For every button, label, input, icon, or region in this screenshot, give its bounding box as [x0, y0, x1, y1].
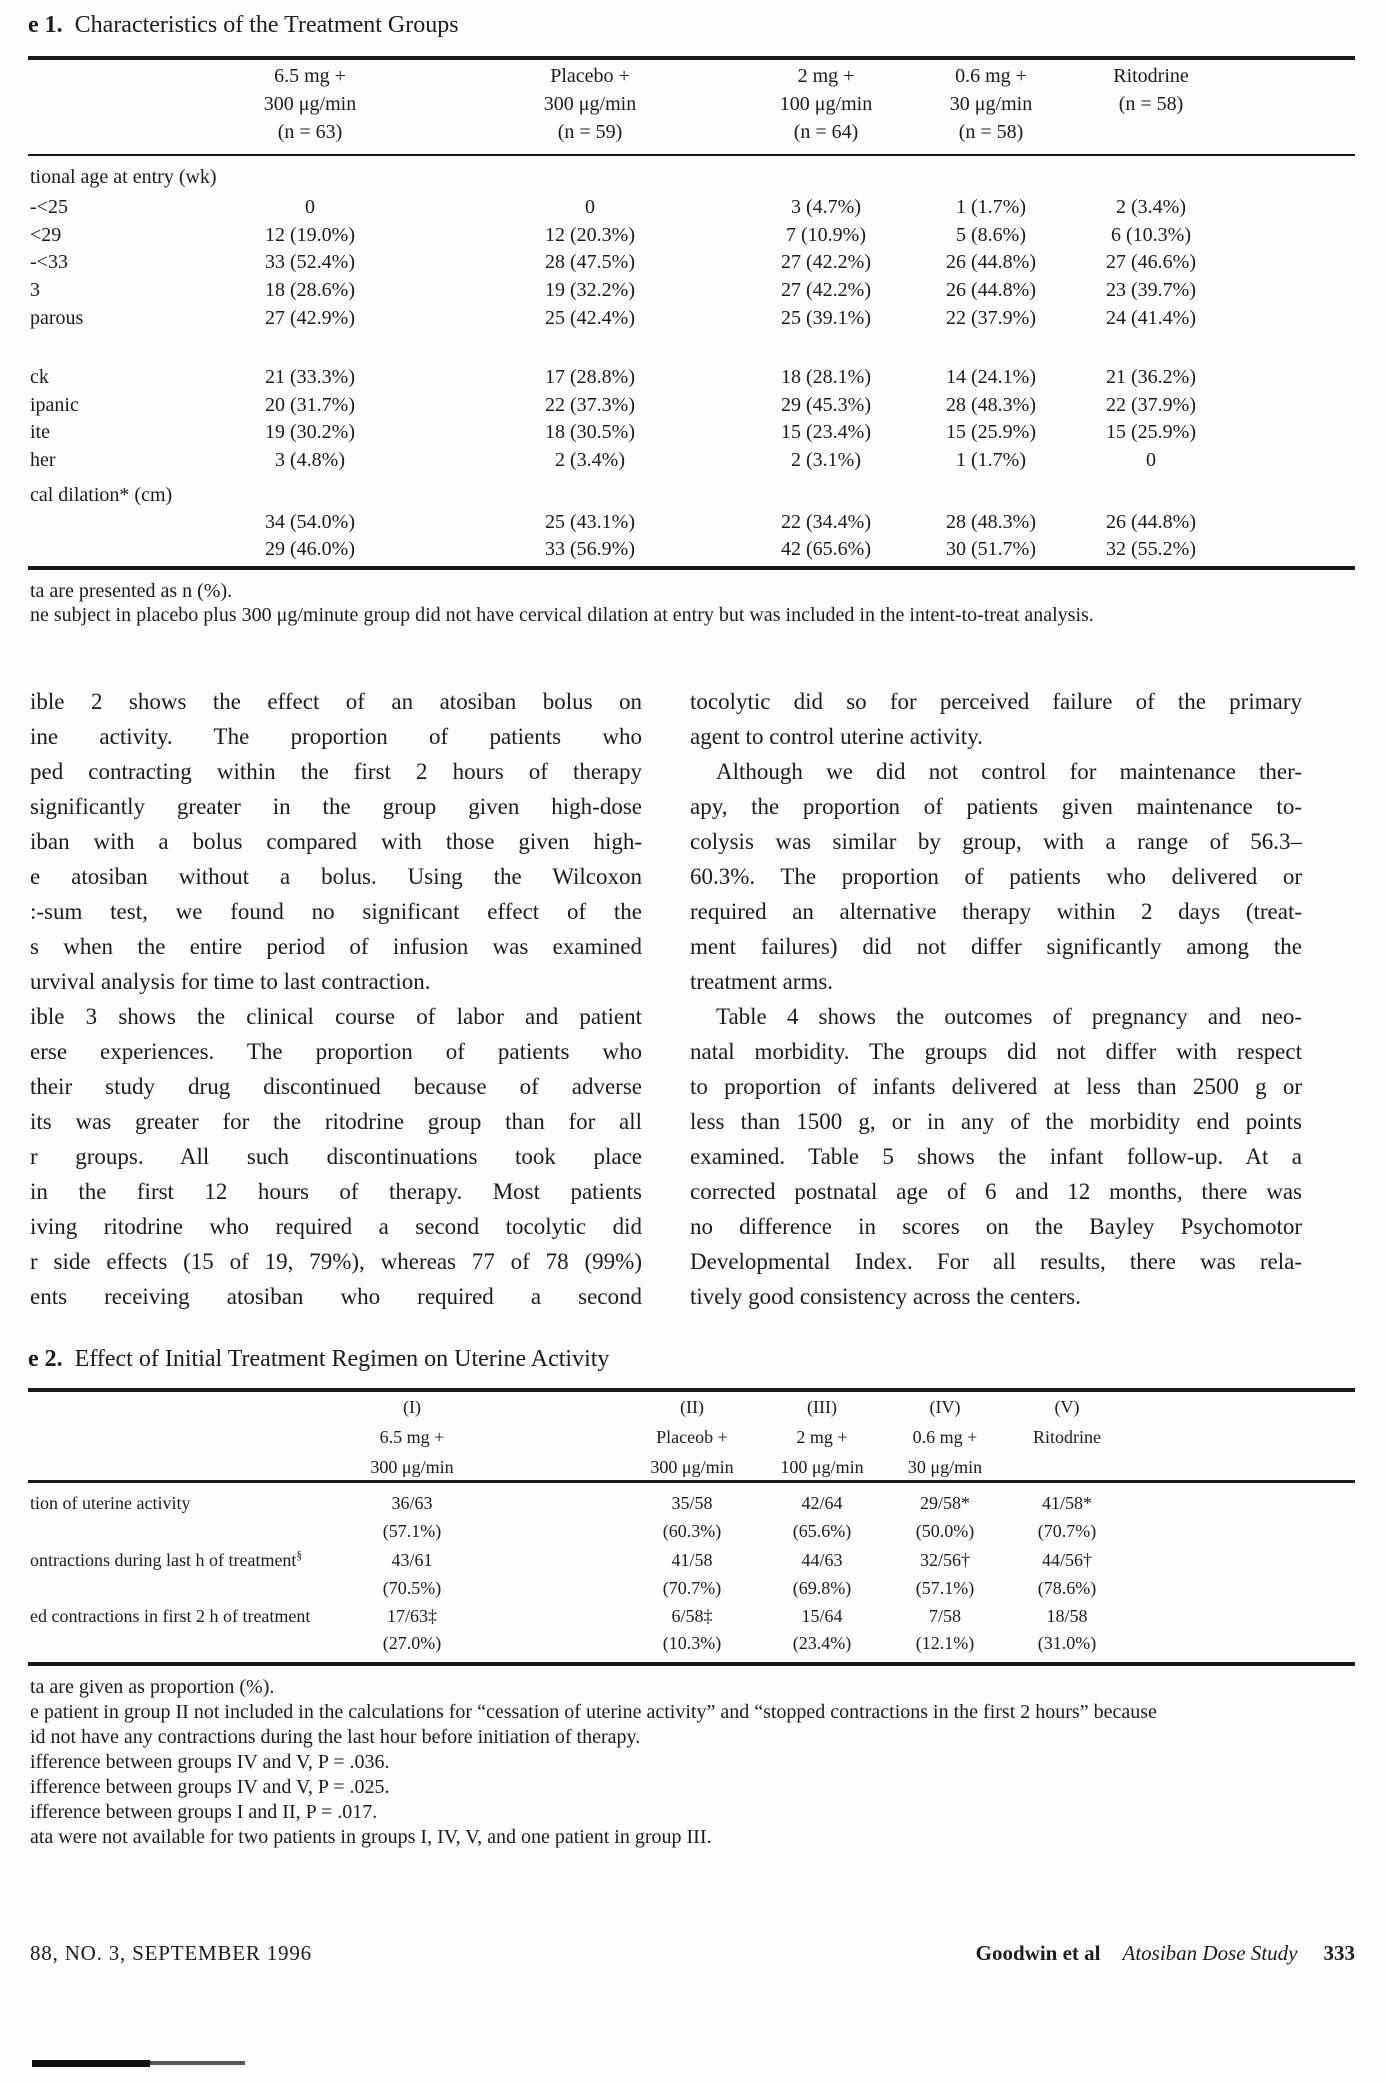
cell: 0	[585, 196, 595, 218]
cell: 21 (36.2%)	[1106, 366, 1196, 388]
row-label: <29	[30, 224, 62, 246]
text-line: ine activity. The proportion of patients who	[30, 724, 642, 749]
cell: 15 (25.9%)	[1106, 421, 1196, 443]
cell: 34 (54.0%)	[265, 511, 355, 533]
cell: 6/58‡	[671, 1606, 713, 1626]
header-line: 300 μg/min	[543, 93, 637, 115]
text-line: ible 3 shows the clinical course of labor and patient	[30, 1004, 642, 1029]
cell: 21 (33.3%)	[265, 366, 355, 388]
header-line: Ritodrine	[1113, 65, 1189, 87]
table1-top-rule	[28, 56, 1355, 60]
table2-footnote: ata were not available for two patients in groups I, IV, V, and one patient in group III.	[30, 1826, 712, 1848]
scan-artifact-bar	[32, 2060, 150, 2067]
cell: 32/56†	[919, 1550, 971, 1570]
cell: 2 (3.4%)	[1116, 196, 1186, 218]
cell: 26 (44.8%)	[1106, 511, 1196, 533]
header-line: 0.6 mg +	[912, 1427, 978, 1447]
cell: 19 (30.2%)	[265, 421, 355, 443]
journal-issue-text: 88, NO. 3, SEPTEMBER 1996	[30, 1941, 312, 1965]
row-label: parous	[30, 307, 84, 329]
cell: 26 (44.8%)	[946, 279, 1036, 301]
cell: 44/63	[801, 1550, 843, 1570]
cell: 20 (31.7%)	[265, 394, 355, 416]
header-line: 6.5 mg +	[274, 65, 346, 87]
cell: (10.3%)	[662, 1633, 722, 1653]
cell: 28 (48.3%)	[946, 511, 1036, 533]
cell: 27 (42.9%)	[265, 307, 355, 329]
header-line: (n = 58)	[958, 121, 1024, 143]
running-head	[976, 1941, 1355, 1966]
text-line: r groups. All such discontinuations took place	[30, 1144, 642, 1169]
text-line: iving ritodrine who required a second tocolytic did	[30, 1214, 642, 1239]
cell: 17 (28.8%)	[545, 366, 635, 388]
header-line: 300 μg/min	[650, 1457, 734, 1477]
header-line: (n = 64)	[793, 121, 859, 143]
cell: 18/58	[1046, 1606, 1088, 1626]
header-line: Ritodrine	[1033, 1427, 1101, 1447]
cell: 23 (39.7%)	[1106, 279, 1196, 301]
cell: 19 (32.2%)	[545, 279, 635, 301]
header-line: (IV)	[929, 1397, 961, 1417]
row-label: ite	[30, 421, 50, 443]
row-label: -<33	[30, 251, 68, 273]
cell: (23.4%)	[792, 1633, 852, 1653]
text-line: 60.3%. The proportion of patients who delivered or	[690, 864, 1302, 889]
text-line: less than 1500 g, or in any of the morbidity end points	[690, 1109, 1302, 1134]
cell: 41/58	[671, 1550, 713, 1570]
table2-footnote: ta are given as proportion (%).	[30, 1676, 275, 1698]
table1-bottom-rule	[28, 566, 1355, 570]
cell: 17/63‡	[386, 1606, 438, 1626]
text-line: urvival analysis for time to last contraction.	[30, 969, 431, 994]
cell: 7 (10.9%)	[786, 224, 866, 246]
header-line: (I)	[403, 1397, 421, 1417]
cell: 27 (46.6%)	[1106, 251, 1196, 273]
text-line: Although we did not control for maintenance ther-	[716, 759, 1302, 784]
body-left-column	[30, 684, 642, 1314]
cell: (57.1%)	[382, 1521, 442, 1541]
table2-header-col1	[370, 1392, 453, 1482]
cell: 5 (8.6%)	[956, 224, 1026, 246]
text-line: tocolytic did so for perceived failure of the primary	[690, 689, 1302, 714]
table1-title	[28, 12, 459, 39]
cell: 2 (3.4%)	[555, 449, 625, 471]
cell: 42/64	[801, 1493, 843, 1513]
cell: 22 (37.3%)	[545, 394, 635, 416]
row-label: ck	[30, 366, 49, 388]
header-line: (n = 58)	[1118, 93, 1184, 115]
cell: 30 (51.7%)	[946, 538, 1036, 560]
text-line: :-sum test, we found no significant effect of the	[30, 899, 642, 924]
cell: 22 (37.9%)	[1106, 394, 1196, 416]
text-line: examined. Table 5 shows the infant follow-up. At a	[690, 1144, 1302, 1169]
text-line: to proportion of infants delivered at less than 2500 g or	[690, 1074, 1302, 1099]
cell: 29 (45.3%)	[781, 394, 871, 416]
cell: 22 (37.9%)	[946, 307, 1036, 329]
scan-artifact-bar	[150, 2061, 245, 2065]
cell: 29/58*	[919, 1493, 971, 1513]
text-line: no difference in scores on the Bayley Psychomotor	[690, 1214, 1302, 1239]
cell: (57.1%)	[915, 1578, 975, 1598]
cell: 35/58	[671, 1493, 713, 1513]
table2-header-col2	[650, 1392, 733, 1482]
text-line: erse experiences. The proportion of patients who	[30, 1039, 642, 1064]
header-line: (n = 59)	[557, 121, 623, 143]
cell: 14 (24.1%)	[946, 366, 1036, 388]
cell: 12 (20.3%)	[545, 224, 635, 246]
cell: 1 (1.7%)	[956, 449, 1026, 471]
table1-footnote: ta are presented as n (%).	[30, 580, 233, 602]
table2-header-col4	[908, 1392, 982, 1482]
cell: (12.1%)	[915, 1633, 975, 1653]
cell: 3 (4.7%)	[791, 196, 861, 218]
text-line: e atosiban without a bolus. Using the Wilcoxon	[30, 864, 642, 889]
cell: (27.0%)	[382, 1633, 442, 1653]
header-line: 300 μg/min	[370, 1457, 454, 1477]
cell: (70.7%)	[662, 1578, 722, 1598]
row-label: 3	[30, 279, 40, 301]
table1-header-col4	[950, 62, 1032, 146]
cell: 27 (42.2%)	[781, 279, 871, 301]
cell: 36/63	[391, 1493, 433, 1513]
text-line: their study drug discontinued because of adverse	[30, 1074, 642, 1099]
table1-header-col5	[1113, 62, 1189, 118]
text-line: Developmental Index. For all results, there was rela-	[690, 1249, 1302, 1274]
cell: 25 (39.1%)	[781, 307, 871, 329]
text-line: tively good consistency across the centers.	[690, 1284, 1081, 1309]
table2-footnote: e patient in group II not included in the calculations for “cessation of uterine activity” and “stopped contractions in the first 2 hours” because	[30, 1701, 1157, 1723]
text-line: r side effects (15 of 19, 79%), whereas 77 of 78 (99%)	[30, 1249, 642, 1274]
table2-title-text: Effect of Initial Treatment Regimen on Uterine Activity	[74, 1346, 610, 1372]
table2-bottom-rule	[28, 1662, 1355, 1666]
cell: (50.0%)	[915, 1521, 975, 1541]
cell: 29 (46.0%)	[265, 538, 355, 560]
row-label: cal dilation* (cm)	[30, 484, 173, 506]
table2-title	[28, 1346, 609, 1373]
row-label: ipanic	[30, 394, 79, 416]
table2-footnote: id not have any contractions during the last hour before initiation of therapy.	[30, 1726, 641, 1748]
authors-text: Goodwin et al	[975, 1941, 1101, 1965]
header-line: (III)	[807, 1397, 837, 1417]
row-label: tional age at entry (wk)	[30, 166, 217, 188]
header-line: 6.5 mg +	[379, 1427, 445, 1447]
cell: 15 (25.9%)	[946, 421, 1036, 443]
table2-header-col5	[1033, 1392, 1101, 1452]
cell: 6 (10.3%)	[1111, 224, 1191, 246]
cell: 7/58	[928, 1606, 962, 1626]
text-line: significantly greater in the group given high-dose	[30, 794, 642, 819]
header-line: 30 μg/min	[949, 93, 1033, 115]
cell: 44/56†	[1041, 1550, 1093, 1570]
text-line: s when the entire period of infusion was examined	[30, 934, 642, 959]
header-line: 2 mg +	[796, 1427, 848, 1447]
text-line: Table 4 shows the outcomes of pregnancy and neo-	[716, 1004, 1302, 1029]
header-line: 300 μg/min	[263, 93, 357, 115]
table1-header-col1	[264, 62, 356, 146]
text-line: corrected postnatal age of 6 and 12 months, there was	[690, 1179, 1302, 1204]
cell: 32 (55.2%)	[1106, 538, 1196, 560]
text-line: natal morbidity. The groups did not differ with respect	[690, 1039, 1302, 1064]
cell: 41/58*	[1041, 1493, 1093, 1513]
table1-title-prefix: e 1.	[28, 12, 63, 38]
header-line: Placeob +	[656, 1427, 728, 1447]
cell: 3 (4.8%)	[275, 449, 345, 471]
cell: 18 (28.6%)	[265, 279, 355, 301]
cell: (70.7%)	[1037, 1521, 1097, 1541]
table2-footnote: ifference between groups I and II, P = .017.	[30, 1801, 378, 1823]
cell: 18 (30.5%)	[545, 421, 635, 443]
table1-header-col3	[780, 62, 872, 146]
table2-footnote: ifference between groups IV and V, P = .025.	[30, 1776, 390, 1798]
footnote-marker: §	[296, 1550, 303, 1562]
header-line: 100 μg/min	[780, 1457, 864, 1477]
cell: 0	[1146, 449, 1156, 471]
cell: 43/61	[391, 1550, 433, 1570]
text-line: colysis was similar by group, with a range of 56.3–	[690, 829, 1302, 854]
cell: 1 (1.7%)	[956, 196, 1026, 218]
header-line: (V)	[1054, 1397, 1080, 1417]
text-line: agent to control uterine activity.	[690, 724, 983, 749]
cell: 28 (47.5%)	[545, 251, 635, 273]
cell: 26 (44.8%)	[946, 251, 1036, 273]
header-line: Placebo +	[550, 65, 630, 87]
cell: (69.8%)	[792, 1578, 852, 1598]
text-line: its was greater for the ritodrine group than for all	[30, 1109, 642, 1134]
table2-title-prefix: e 2.	[28, 1346, 63, 1372]
table1-header-rule	[28, 154, 1355, 156]
cell: 33 (52.4%)	[265, 251, 355, 273]
header-line: 30 μg/min	[907, 1457, 983, 1477]
cell: 0	[305, 196, 315, 218]
table2-header-rule	[28, 1480, 1355, 1483]
cell: 22 (34.4%)	[781, 511, 871, 533]
row-label: ontractions during last h of treatment	[30, 1550, 297, 1570]
cell: 28 (48.3%)	[946, 394, 1036, 416]
cell: 25 (42.4%)	[545, 307, 635, 329]
cell: 15/64	[801, 1606, 843, 1626]
cell: 12 (19.0%)	[265, 224, 355, 246]
table1-footnote: ne subject in placebo plus 300 μg/minute group did not have cervical dilation at entry but was included in the intent-to-treat analysis.	[30, 604, 1094, 626]
row-label: tion of uterine activity	[30, 1493, 191, 1513]
page-number: 333	[1323, 1941, 1355, 1965]
cell: 25 (43.1%)	[545, 511, 635, 533]
article-title-text: Atosiban Dose Study	[1122, 1941, 1298, 1965]
cell: (65.6%)	[792, 1521, 852, 1541]
text-line: in the first 12 hours of therapy. Most patients	[30, 1179, 642, 1204]
text-line: apy, the proportion of patients given maintenance to-	[690, 794, 1302, 819]
cell: 15 (23.4%)	[781, 421, 871, 443]
cell: (70.5%)	[382, 1578, 442, 1598]
row-label: -<25	[30, 196, 68, 218]
text-line: required an alternative therapy within 2 days (treat-	[690, 899, 1302, 924]
text-line: ment failures) did not differ significantly among the	[690, 934, 1302, 959]
row-label: ed contractions in first 2 h of treatment	[30, 1606, 311, 1626]
text-line: ents receiving atosiban who required a second	[30, 1284, 642, 1309]
cell: 18 (28.1%)	[781, 366, 871, 388]
table1-title-text: Characteristics of the Treatment Groups	[74, 12, 459, 38]
table2-footnote: ifference between groups IV and V, P = .036.	[30, 1751, 390, 1773]
body-right-column	[690, 684, 1302, 1314]
table2-header-col3	[780, 1392, 863, 1482]
cell: 42 (65.6%)	[781, 538, 871, 560]
cell: 33 (56.9%)	[545, 538, 635, 560]
header-line: (II)	[680, 1397, 704, 1417]
cell: (60.3%)	[662, 1521, 722, 1541]
header-line: 100 μg/min	[779, 93, 873, 115]
row-label: her	[30, 449, 56, 471]
cell: (78.6%)	[1037, 1578, 1097, 1598]
text-line: treatment arms.	[690, 969, 834, 994]
text-line: iban with a bolus compared with those given high-	[30, 829, 642, 854]
header-line: 2 mg +	[797, 65, 855, 87]
text-line: ped contracting within the first 2 hours of therapy	[30, 759, 642, 784]
header-line: 0.6 mg +	[955, 65, 1027, 87]
cell: 2 (3.1%)	[791, 449, 861, 471]
cell: 24 (41.4%)	[1106, 307, 1196, 329]
cell: (31.0%)	[1037, 1633, 1097, 1653]
text-line: ible 2 shows the effect of an atosiban bolus on	[30, 689, 642, 714]
table1-header-col2	[544, 62, 636, 146]
header-line: (n = 63)	[277, 121, 343, 143]
cell: 27 (42.2%)	[781, 251, 871, 273]
